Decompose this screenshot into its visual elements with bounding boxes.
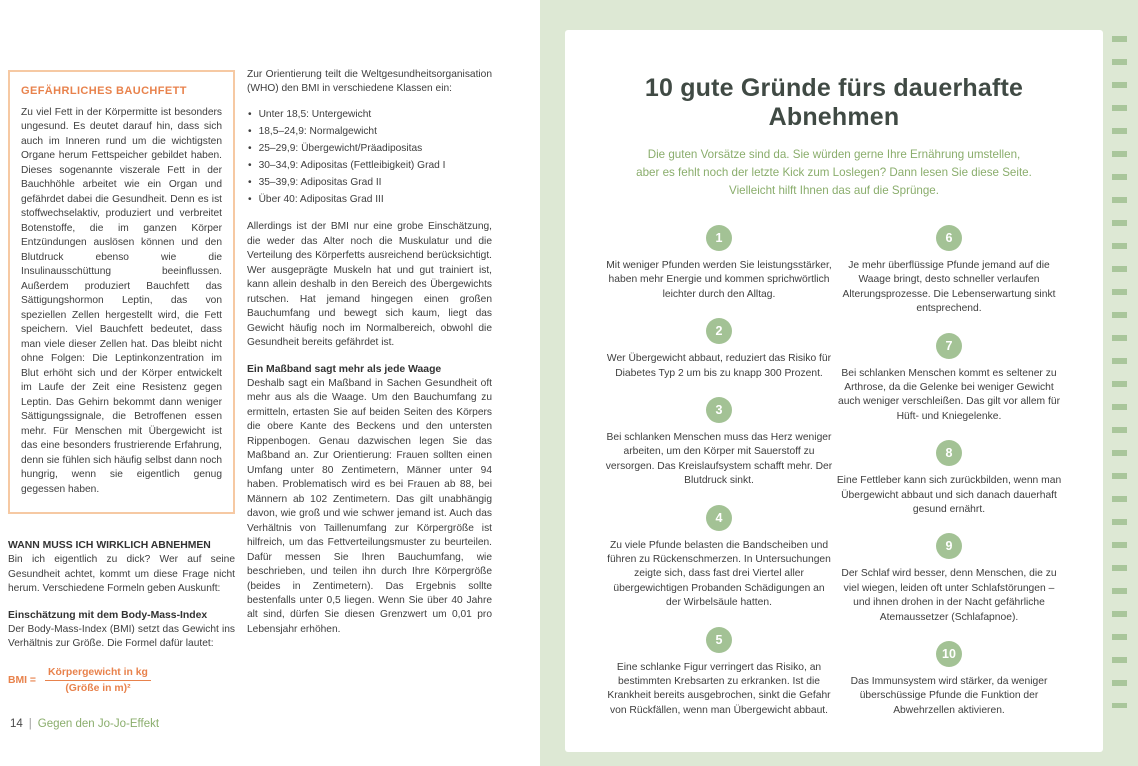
reason-number-badge: 6 [936, 225, 962, 251]
reason-text: Bei schlanken Menschen kommt es seltener zu Arthrose, da die Gelenke bei weniger Gewicht auch weniger verschleißen. Das gilt vor allem für Hüft- und Kniegelenke. [837, 367, 1061, 422]
info-box-body: Zu viel Fett in der Körpermitte ist besonders ungesund. Es deutet darauf hin, dass sich auch im Inneren rund um die wichtigsten Organe herum Fettspeicher gebildet haben. Dieses sogenannte viszerale Fett in der Bauchhöhle arbeitet wie ein Organ und gefährdet dabei die Gesundheit. Denn es ist stoffwechselaktiv, produziert und verbreitet Botenstoffe, die im ganzen Körper Entzündungen auslösen können und den Blutdruck ebenso wie die Insulinausschüttung beeinflussen. Außerdem produziert Bauchfett das Sättigungshormon Leptin, das von speziellen Zellen hergestellt wird, die Fett speichern. Viel Bauchfett bedeutet, dass man viele dieser Zellen hat. Das bleibt nicht ohne Folgen: Die Leptinkonzentration im Blut erhöht sich und der Körper entwickelt im Laufe der Zeit eine Resistenz gegen Leptin. Das Gehirn bekommt dann weniger Sättigungssignale, die Betroffenen essen mehr. Für Menschen mit Übergewicht ist das eine besonders frustrierende Erfahrung, denn sie fühlen sich häufig selbst dann noch hungrig, wenn sie eigentlich genug gegessen haben. [21, 107, 222, 495]
bmi-formula-numerator: Körpergewicht in kg [45, 667, 151, 681]
info-box-title: GEFÄHRLICHES BAUCHFETT [21, 85, 187, 97]
reason-number-badge: 10 [936, 641, 962, 667]
who-intro: Zur Orientierung teilt die Weltgesundheitsorganisation (WHO) den BMI in verschiedene Klassen ein: [247, 69, 492, 95]
intro-line: Vielleicht hilft Ihnen das auf die Sprünge. [729, 183, 939, 197]
intro-line: aber es fehlt noch der letzte Kick zum Loslegen? Dann lesen Sie diese Seite. [636, 165, 1032, 179]
bauchfett-info-box [8, 70, 235, 514]
reason-number-badge: 5 [706, 627, 732, 653]
reason-text: Zu viele Pfunde belasten die Bandscheiben und führen zu Rückenschmerzen. In Untersuchungen zeigte sich, dass fast drei Viertel aller übergewichtigen Probanden Schädigungen an der Wirbelsäule hatten. [607, 539, 831, 609]
chapter-title: Gegen den Jo-Jo-Effekt [37, 718, 160, 730]
left-column-2 [247, 68, 492, 637]
reason-item [835, 533, 1063, 625]
reason-text: Das Immunsystem wird stärker, da weniger überschüssige Pfunde die Funktion der Abwehrzellen aktivieren. [850, 676, 1048, 716]
reason-number-badge: 3 [706, 397, 732, 423]
reason-text: Bei schlanken Menschen muss das Herz weniger arbeiten, um den Körper mit Sauerstoff zu versorgen. Das Kreislaufsystem schafft mehr. Der Blutdruck sinkt. [605, 431, 833, 487]
reason-number-badge: 9 [936, 533, 962, 559]
reason-item [605, 505, 833, 611]
massband-title: Ein Maßband sagt mehr als jede Waage [247, 363, 442, 375]
reason-text: Eine Fettleber kann sich zurückbilden, wenn man Übergewicht abbaut und sich danach dauerhaft gesund ernährt. [836, 475, 1062, 515]
reason-number-badge: 7 [936, 333, 962, 359]
reason-text: Der Schlaf wird besser, denn Menschen, die zu viel wiegen, leiden oft unter Schlafstörungen – und ihnen drohen in der Nacht gefährliche Atemaussetzer (Schlafapnoe). [841, 568, 1057, 623]
reason-item [605, 397, 833, 489]
bmi-caveat: Allerdings ist der BMI nur eine grobe Einschätzung, die weder das Alter noch die Muskulatur und die Verteilung des Körperfetts ausreichend berücksichtigt. Wer ausgeprägte Muskeln hat und gut trainiert ist, kann allein deshalb in den Bereich des Übergewichts rutschen. Hat jemand hingegen einen großen Bauchumfang und bewegt sich kaum, liegt das Gewicht häufig noch im Normalbereich, obwohl die Gesundheit bereits gefährdet ist. [247, 221, 492, 349]
reason-item [835, 440, 1063, 517]
reason-item [605, 225, 833, 302]
reason-text: Wer Übergewicht abbaut, reduziert das Risiko für Diabetes Typ 2 um bis zu knapp 300 Prozent. [606, 353, 832, 379]
bmi-class-list [248, 108, 492, 207]
footer-separator: | [28, 718, 32, 730]
reason-text: Je mehr überflüssige Pfunde jemand auf die Waage bringt, desto schneller verlaufen Alterungsprozesse. Die Lebenserwartung sinkt entsprechend. [842, 259, 1056, 315]
bmi-formula [8, 667, 235, 694]
reason-item [835, 641, 1063, 718]
reason-number-badge: 2 [706, 318, 732, 344]
section-bmi-title: Einschätzung mit dem Body-Mass-Index [8, 609, 208, 621]
bmi-class-item: • 30–34,9: Adipositas (Fettleibigkeit) Grad I [248, 159, 492, 173]
reason-item [605, 627, 833, 719]
reasons-column-left [605, 225, 833, 718]
section-abnehmen-body: Bin ich eigentlich zu dick? Wer auf seine Gesundheit achtet, kommt um diese Frage nicht herum. Verschiedene Formeln geben Auskunft: [8, 554, 235, 595]
intro-line: Die guten Vorsätze sind da. Sie würden gerne Ihre Ernährung umstellen, [647, 148, 1021, 161]
page-number: 14 [10, 718, 23, 730]
page-footer [10, 718, 159, 730]
reasons-list [605, 225, 1063, 718]
right-page [540, 0, 1138, 766]
bmi-formula-denominator: (Größe in m)² [65, 682, 131, 694]
reasons-column-right [835, 225, 1063, 718]
bmi-formula-prefix: BMI = [8, 674, 37, 686]
bmi-class-item: • 25–29,9: Übergewicht/Präadipositas [248, 142, 492, 156]
reason-number-badge: 4 [706, 505, 732, 531]
page-title: 10 gute Gründe fürs dauerhafte Abnehmen [644, 74, 1024, 131]
reason-item [835, 225, 1063, 317]
reason-item [835, 333, 1063, 425]
bmi-formula-fraction [45, 667, 151, 694]
left-page [0, 0, 540, 766]
intro-text [605, 146, 1063, 200]
reason-number-badge: 1 [706, 225, 732, 251]
bmi-class-item: • 35–39,9: Adipositas Grad II [248, 176, 492, 190]
bmi-class-item: • Unter 18,5: Untergewicht [248, 108, 492, 122]
reason-item [605, 318, 833, 381]
massband-body: Deshalb sagt ein Maßband in Sachen Gesundheit oft mehr aus als die Waage. Um den Bauchumfang zu ermitteln, ertasten Sie auf beiden Seiten des Körpers die obere Kante des Beckens und den untersten Rippenbogen. Genau dazwischen legen Sie das Maßband an. Zur Orientierung: Frauen sollten einen Umfang unter 80 Zentimetern, Männer unter 94 haben. Problematisch wird es bei Frauen ab 88, bei Männern ab 102 Zentimetern. Das gilt unabhängig davon, wie groß und wie schwer jemand ist. Auch das Verhältnis von Taillenumfang zur Körpergröße ist hilfreich, um das Fettverteilungsmuster zu beurteilen. Dafür messen Sie Ihren Bauchumfang, wie beschrieben, und teilen ihn durch Ihre Körpergröße (beides in Zentimetern). Das Ergebnis sollte bestenfalls unter 0,5 liegen. Wenn Sie über 40 Jahre alt sind, dürfen Sie diesen Grenzwert um 0,01 pro Lebensjahr erhöhen. [247, 377, 492, 635]
bmi-class-item: • 18,5–24,9: Normalgewicht [248, 125, 492, 139]
bmi-class-item: • Über 40: Adipositas Grad III [248, 193, 492, 207]
reason-text: Mit weniger Pfunden werden Sie leistungsstärker, haben mehr Energie und kommen sprichwörtlich leichter durch den Alltag. [606, 259, 832, 300]
section-abnehmen-title: WANN MUSS ICH WIRKLICH ABNEHMEN [8, 540, 211, 552]
reason-number-badge: 8 [936, 440, 962, 466]
left-column-1 [8, 70, 235, 694]
reason-text: Eine schlanke Figur verringert das Risiko, an bestimmten Krebsarten zu erkranken. Ist die Krankheit bereits ausgebrochen, sinkt die Gefahr von Rückfällen, wenn man Übergewicht abbaut. [607, 661, 831, 716]
reasons-card [565, 30, 1103, 752]
perforation-ticks [1112, 36, 1127, 708]
section-bmi-body: Der Body-Mass-Index (BMI) setzt das Gewicht ins Verhältnis zur Größe. Die Formel dafür lautet: [8, 623, 235, 650]
